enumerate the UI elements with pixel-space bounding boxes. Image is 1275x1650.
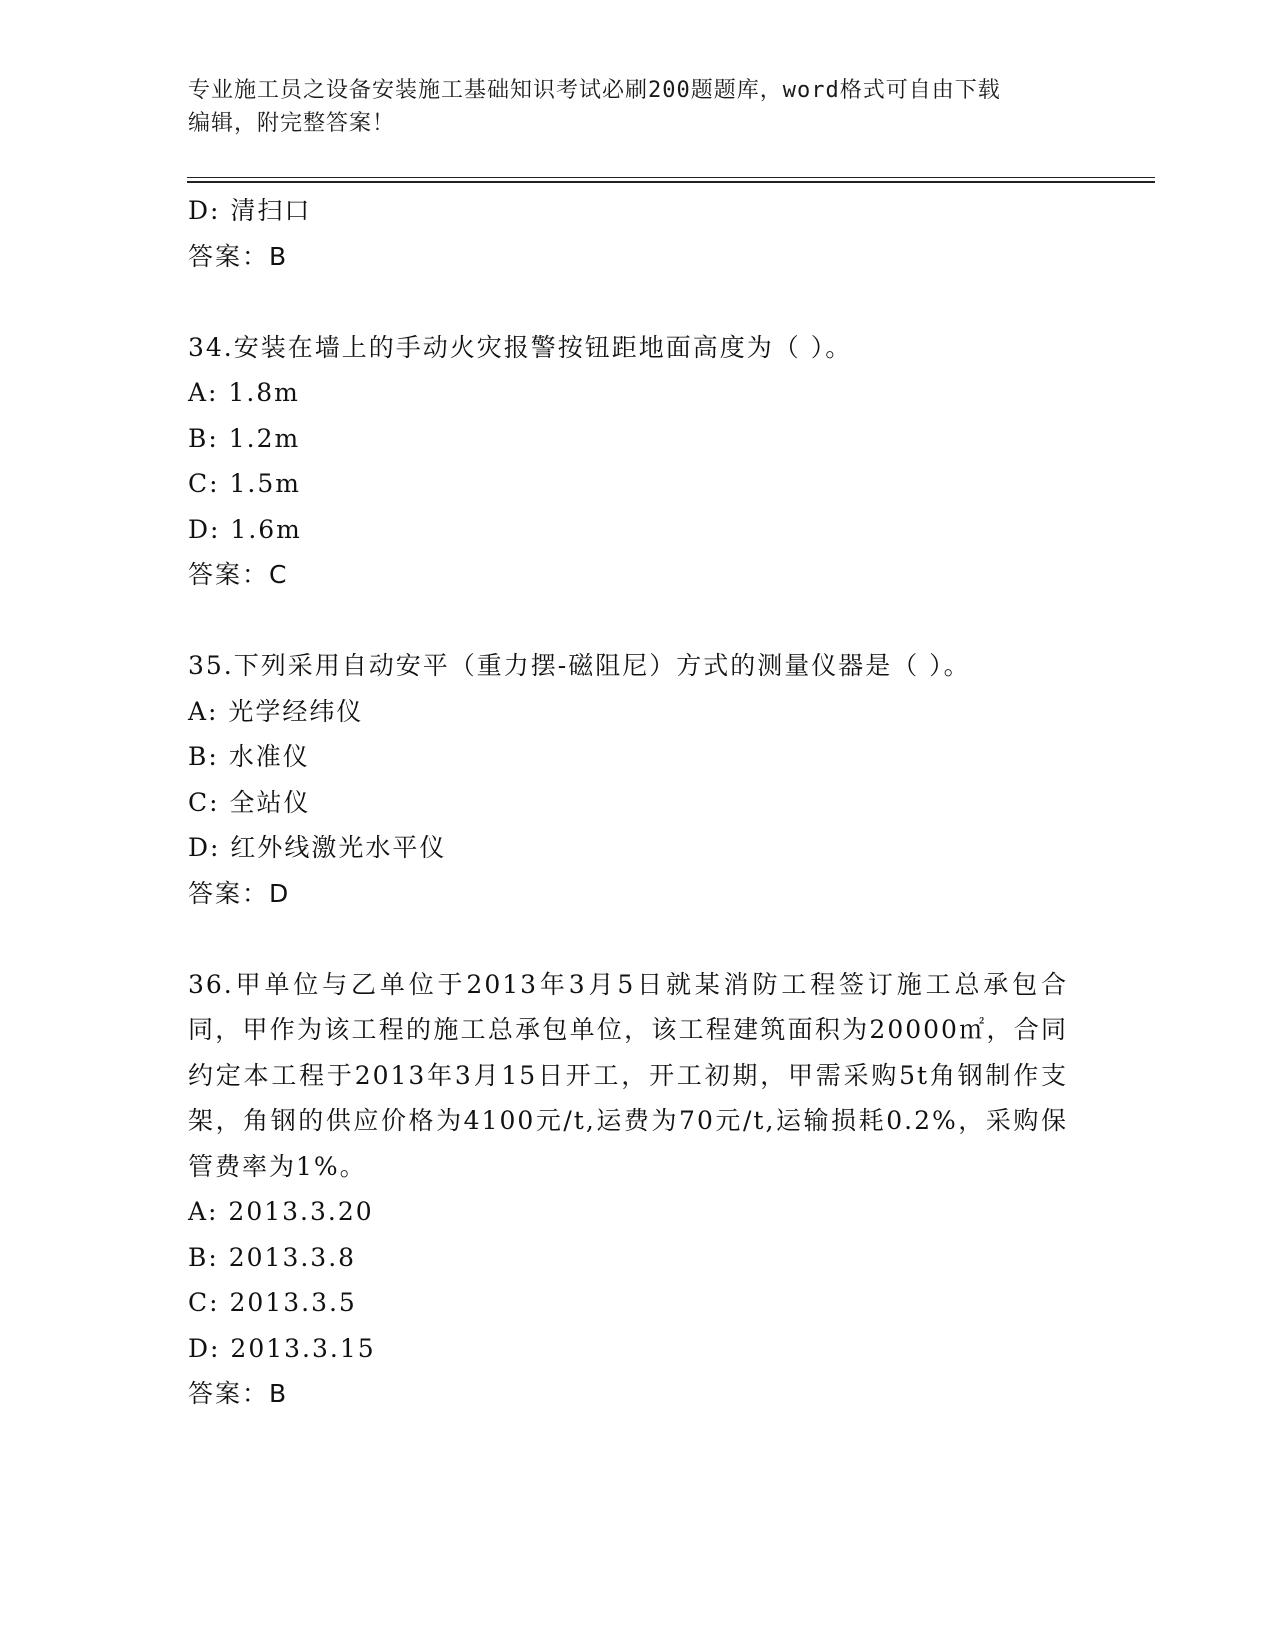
spacer <box>188 279 1088 325</box>
option-d: D: 红外线激光水平仪 <box>188 833 447 862</box>
option-b: B: 水准仪 <box>188 742 310 771</box>
option-c: C: 全站仪 <box>188 787 311 817</box>
header-title-line-1: 专业施工员之设备安装施工基础知识考试必刷200题题库，word格式可自由下载 <box>188 78 1001 103</box>
document-body <box>188 188 1088 1417</box>
answer-line: 答案：B <box>188 241 289 271</box>
spacer <box>188 598 1088 644</box>
question-stem: 35.下列采用自动安平（重力摆-磁阻尼）方式的测量仪器是（ ）。 <box>188 651 971 680</box>
question-stem: 34.安装在墙上的手动火灾报警按钮距地面高度为（ ）。 <box>188 332 853 362</box>
option-d: D: 2013.3.15 <box>188 1333 376 1363</box>
option-a: A: 1.8m <box>188 378 300 407</box>
header-rule-thin <box>187 177 1155 178</box>
spacer <box>188 916 1088 962</box>
option-a: A: 2013.3.20 <box>188 1197 374 1226</box>
header-title-line-2: 编辑，附完整答案！ <box>188 111 396 136</box>
header-rule-thick <box>187 181 1155 183</box>
answer-line: 答案：B <box>188 1379 289 1408</box>
option-c: C: 2013.3.5 <box>188 1288 357 1317</box>
question-35 <box>188 643 1088 916</box>
answer-line: 答案：D <box>188 878 291 908</box>
option-b: B: 2013.3.8 <box>188 1242 357 1272</box>
option-b: B: 1.2m <box>188 423 301 453</box>
question-34 <box>188 325 1088 598</box>
option-a: A: 光学经纬仪 <box>188 696 364 726</box>
carryover-question <box>188 188 1088 279</box>
option-d: D: 1.6m <box>188 514 302 544</box>
answer-line: 答案：C <box>188 560 289 589</box>
option-c: C: 1.5m <box>188 469 301 498</box>
option-d: D: 清扫口 <box>188 196 312 225</box>
question-36 <box>188 962 1088 1417</box>
document-header <box>188 74 1068 140</box>
question-stem: 36.甲单位与乙单位于2013年3月5日就某消防工程签订施工总承包合同，甲作为该工程的施工总承包单位，该工程建筑面积为20000㎡，合同约定本工程于2013年3月15日开工，开工初期，甲需采购5t角钢制作支架，角钢的供应价格为4100元/t,运费为70元/t,运输损耗0.2%，采购保管费率为1%。 <box>188 969 1068 1181</box>
